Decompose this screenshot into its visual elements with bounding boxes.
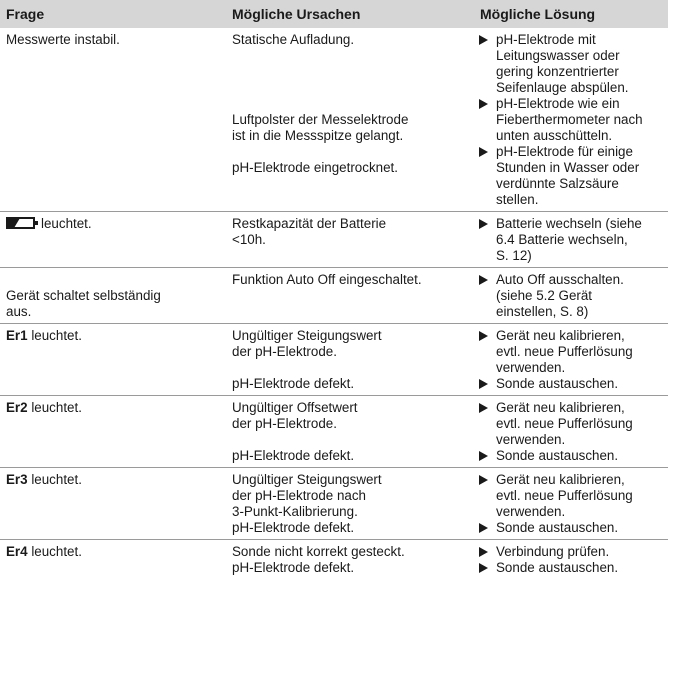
solutions-cell (476, 400, 668, 464)
table-row (0, 28, 668, 212)
solution-text: Sonde austauschen. (496, 448, 619, 463)
cause-item: Statische Aufladung. (232, 32, 355, 47)
question-text: leuchtet. (27, 328, 82, 343)
solution-item (476, 520, 668, 536)
bullet-triangle-icon (479, 475, 488, 485)
header-frage: Frage (6, 6, 45, 22)
solution-item (476, 448, 668, 464)
question-cell (0, 544, 232, 576)
cause-item: Funktion Auto Off eingeschaltet. (232, 272, 422, 287)
cause-item: Sonde nicht korrekt gesteckt. pH-Elektrode defekt. (232, 544, 405, 575)
cause-item: pH-Elektrode defekt. (232, 376, 355, 391)
solution-item (476, 144, 668, 208)
bullet-triangle-icon (479, 563, 488, 573)
table-row (0, 268, 668, 324)
table-row (0, 540, 668, 579)
solutions-cell (476, 328, 668, 392)
causes-cell (232, 216, 476, 264)
solution-text: Auto Off ausschalten. (siehe 5.2 Gerät einstellen, S. 8) (496, 272, 624, 319)
table-row (0, 468, 668, 540)
causes-cell (232, 32, 476, 208)
table-row (0, 212, 668, 268)
bullet-triangle-icon (479, 547, 488, 557)
bullet-triangle-icon (479, 35, 488, 45)
causes-cell (232, 328, 476, 392)
solution-text: Batterie wechseln (siehe 6.4 Batterie wechseln, S. 12) (496, 216, 642, 263)
cause-item: Ungültiger Steigungswert der pH-Elektrode. (232, 328, 382, 359)
question-cell (0, 216, 232, 264)
question-text: leuchtet. (41, 216, 92, 231)
solutions-cell (476, 472, 668, 536)
question-text: leuchtet. (27, 472, 82, 487)
bullet-triangle-icon (479, 331, 488, 341)
solution-text: Sonde austauschen. (496, 376, 619, 391)
causes-cell (232, 400, 476, 464)
solution-item (476, 544, 668, 560)
solution-item (476, 96, 668, 144)
solution-text: Sonde austauschen. (496, 520, 619, 535)
solutions-cell (476, 32, 668, 208)
solution-text: pH-Elektrode mit Leitungswasser oder gering konzentrierter Seifenlauge abspülen. (496, 32, 629, 95)
solution-text: Verbindung prüfen. (496, 544, 610, 559)
solution-item (476, 328, 668, 376)
cause-item: Ungültiger Offsetwert der pH-Elektrode. (232, 400, 358, 431)
battery-icon (6, 216, 40, 230)
table-header (0, 0, 668, 28)
solutions-cell (476, 216, 668, 264)
cause-item: pH-Elektrode eingetrocknet. (232, 160, 398, 175)
bullet-triangle-icon (479, 451, 488, 461)
solution-item (476, 560, 668, 576)
question-text: leuchtet. (27, 400, 82, 415)
cause-item: Restkapazität der Batterie <10h. (232, 216, 387, 247)
error-code: Er3 (6, 472, 28, 487)
error-code: Er2 (6, 400, 28, 415)
table-row (0, 396, 668, 468)
question-cell (0, 472, 232, 536)
solutions-cell (476, 272, 668, 320)
bullet-triangle-icon (479, 379, 488, 389)
causes-cell (232, 544, 476, 576)
header-ursachen: Mögliche Ursachen (232, 6, 361, 22)
causes-cell (232, 272, 476, 320)
solution-item (476, 472, 668, 520)
header-loesung: Mögliche Lösung (480, 6, 596, 22)
solution-text: Gerät neu kalibrieren, evtl. neue Pufferlösung verwenden. (496, 328, 633, 375)
question-cell (0, 400, 232, 464)
bullet-triangle-icon (479, 99, 488, 109)
solution-item (476, 272, 668, 320)
solution-item (476, 216, 668, 264)
bullet-triangle-icon (479, 275, 488, 285)
table-row (0, 324, 668, 396)
solution-text: Gerät neu kalibrieren, evtl. neue Pufferlösung verwenden. (496, 400, 633, 447)
bullet-triangle-icon (479, 523, 488, 533)
question-text: Messwerte instabil. (6, 32, 120, 47)
bullet-triangle-icon (479, 147, 488, 157)
bullet-triangle-icon (479, 403, 488, 413)
cause-item: Ungültiger Steigungswert der pH-Elektrode nach 3-Punkt-Kalibrierung. pH-Elektrode defekt. (232, 472, 382, 535)
solution-item (476, 32, 668, 96)
question-text: leuchtet. (27, 544, 82, 559)
question-text: Gerät schaltet selbständig aus. (6, 288, 161, 319)
cause-item: pH-Elektrode defekt. (232, 448, 355, 463)
question-cell (0, 32, 232, 208)
question-cell (0, 328, 232, 392)
solutions-cell (476, 544, 668, 576)
solution-text: pH-Elektrode für einige Stunden in Wasser oder verdünnte Salzsäure stellen. (496, 144, 640, 207)
solution-text: Sonde austauschen. (496, 560, 619, 575)
solution-item (476, 376, 668, 392)
solution-text: pH-Elektrode wie ein Fieberthermometer nach unten ausschütteln. (496, 96, 643, 143)
causes-cell (232, 472, 476, 536)
cause-item: Luftpolster der Messelektrode ist in die Messspitze gelangt. (232, 112, 409, 143)
solution-item (476, 400, 668, 448)
error-code: Er1 (6, 328, 28, 343)
error-code: Er4 (6, 544, 28, 559)
bullet-triangle-icon (479, 219, 488, 229)
question-cell (0, 272, 232, 320)
solution-text: Gerät neu kalibrieren, evtl. neue Pufferlösung verwenden. (496, 472, 633, 519)
